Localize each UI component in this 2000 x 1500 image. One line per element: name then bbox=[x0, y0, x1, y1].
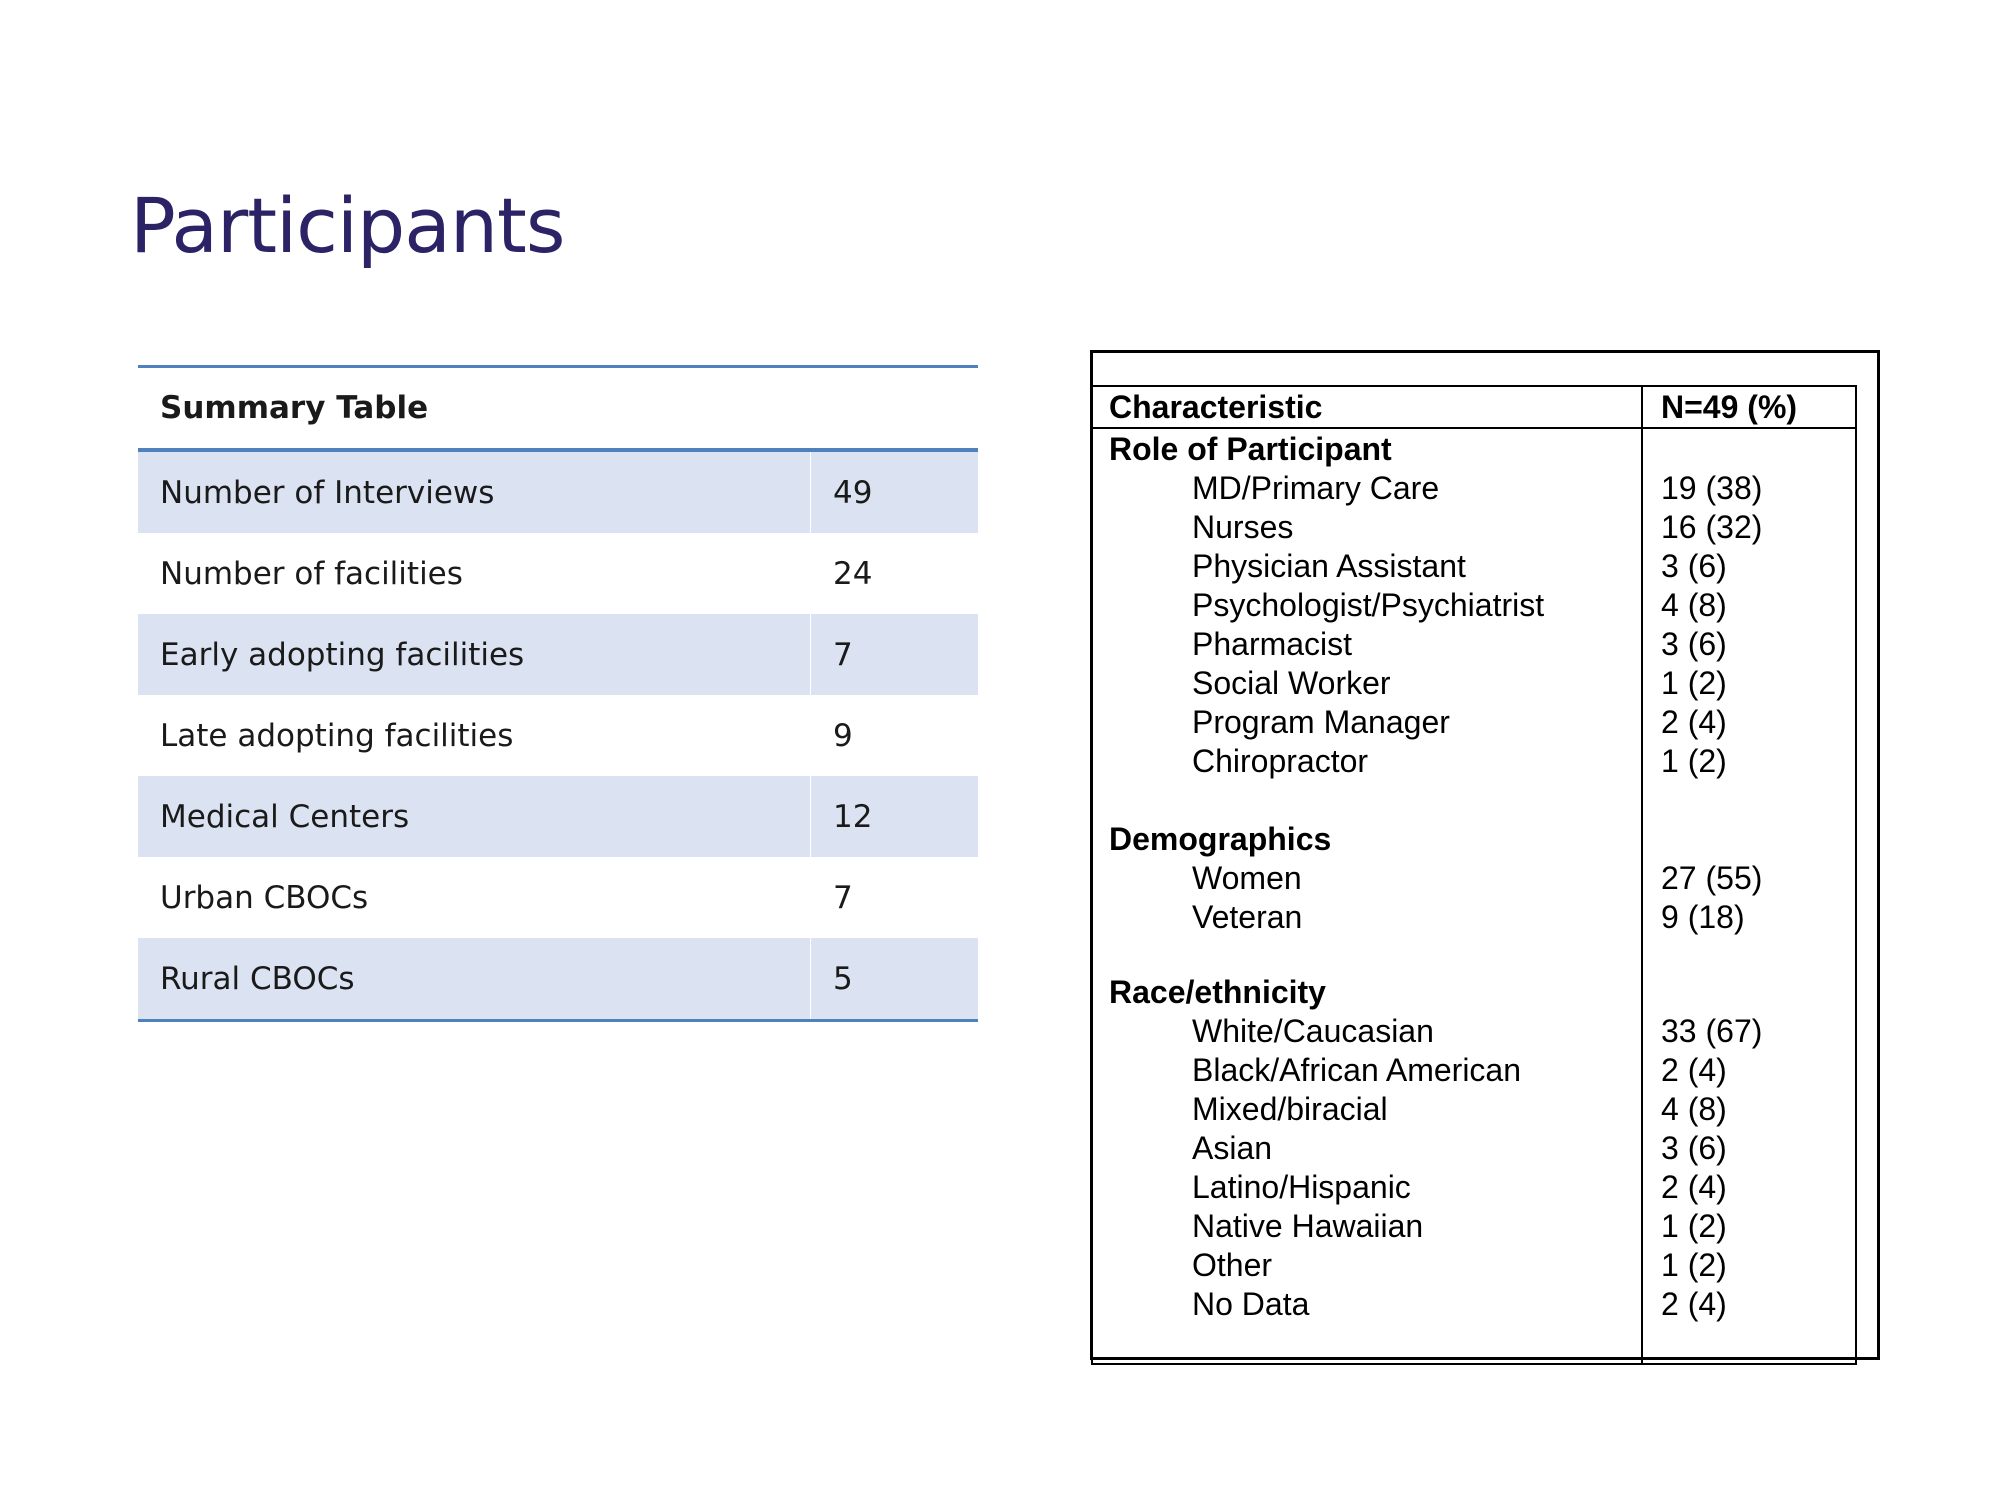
section-label: Demographics bbox=[1109, 821, 1332, 857]
row-value: 27 (55) bbox=[1661, 860, 1763, 896]
row-label: Women bbox=[1192, 860, 1302, 896]
row-value: 3 (6) bbox=[1661, 548, 1727, 584]
row-value: 19 (38) bbox=[1661, 470, 1763, 506]
table-row bbox=[1091, 625, 1857, 664]
table-row bbox=[1091, 469, 1857, 508]
row-label: Late adopting facilities bbox=[160, 717, 514, 754]
row-value: 2 (4) bbox=[1661, 1286, 1727, 1322]
table-row bbox=[1091, 1090, 1857, 1129]
row-value: 1 (2) bbox=[1661, 1208, 1727, 1244]
table-row bbox=[1091, 898, 1857, 937]
table-rule-header bbox=[1091, 427, 1857, 429]
row-value: 7 bbox=[811, 614, 979, 695]
column-header-n: N=49 (%) bbox=[1661, 389, 1798, 425]
row-value: 2 (4) bbox=[1661, 1052, 1727, 1088]
row-value: 5 bbox=[811, 938, 979, 1021]
row-label: Psychologist/Psychiatrist bbox=[1192, 587, 1545, 623]
row-label: Early adopting facilities bbox=[138, 614, 811, 695]
row-value: 2 (4) bbox=[1661, 704, 1727, 740]
row-label: Chiropractor bbox=[1192, 743, 1369, 779]
column-header-characteristic: Characteristic bbox=[1109, 389, 1323, 425]
row-value: 3 (6) bbox=[1661, 1130, 1727, 1166]
section-label: Role of Participant bbox=[1109, 431, 1392, 467]
row-label: Medical Centers bbox=[138, 776, 811, 857]
table-row bbox=[1091, 1168, 1857, 1207]
table-row bbox=[1091, 508, 1857, 547]
row-value: 3 (6) bbox=[1661, 626, 1727, 662]
row-label: Asian bbox=[1192, 1130, 1273, 1166]
row-value: 16 (32) bbox=[1661, 509, 1763, 545]
summary-table-header-row bbox=[138, 367, 978, 451]
table-header-row bbox=[1091, 388, 1857, 427]
section-heading-role bbox=[1091, 430, 1857, 469]
row-label: No Data bbox=[1192, 1286, 1310, 1322]
row-label: Nurses bbox=[1192, 509, 1294, 545]
row-label: Latino/Hispanic bbox=[1192, 1169, 1411, 1205]
section-heading-demographics bbox=[1091, 820, 1857, 859]
row-value: 24 bbox=[811, 533, 979, 614]
table-row bbox=[138, 857, 978, 938]
slide-title: Participants bbox=[130, 181, 565, 270]
table-row bbox=[1091, 1207, 1857, 1246]
table-row bbox=[1091, 1129, 1857, 1168]
row-label: Other bbox=[1192, 1247, 1273, 1283]
row-label: Mixed/biracial bbox=[1192, 1091, 1388, 1127]
row-label: Number of Interviews bbox=[138, 450, 811, 533]
row-label: Number of facilities bbox=[160, 555, 463, 592]
row-label: Social Worker bbox=[1192, 665, 1391, 701]
summary-table bbox=[138, 365, 978, 1022]
row-value: 9 bbox=[811, 695, 979, 776]
table-row bbox=[1091, 742, 1857, 781]
row-label: MD/Primary Care bbox=[1192, 470, 1440, 506]
table-row bbox=[1091, 703, 1857, 742]
summary-table-header: Summary Table bbox=[138, 367, 978, 451]
row-value: 12 bbox=[811, 776, 979, 857]
table-row bbox=[1091, 586, 1857, 625]
row-label: White/Caucasian bbox=[1192, 1013, 1434, 1049]
row-value: 1 (2) bbox=[1661, 743, 1727, 779]
row-value: 4 (8) bbox=[1661, 587, 1727, 623]
table-row bbox=[138, 614, 978, 695]
row-value: 9 (18) bbox=[1661, 899, 1745, 935]
table-row bbox=[138, 533, 978, 614]
table-row bbox=[138, 450, 978, 533]
table-row bbox=[138, 938, 978, 1021]
row-value: 1 (2) bbox=[1661, 1247, 1727, 1283]
row-label: Rural CBOCs bbox=[138, 938, 811, 1021]
row-label: Native Hawaiian bbox=[1192, 1208, 1424, 1244]
row-value: 2 (4) bbox=[1661, 1169, 1727, 1205]
table-row bbox=[1091, 664, 1857, 703]
table-row bbox=[1091, 1246, 1857, 1285]
row-value: 1 (2) bbox=[1661, 665, 1727, 701]
table-row bbox=[138, 695, 978, 776]
row-value: 4 (8) bbox=[1661, 1091, 1727, 1127]
table-row bbox=[1091, 1012, 1857, 1051]
row-label: Urban CBOCs bbox=[160, 879, 369, 916]
table-row bbox=[1091, 859, 1857, 898]
section-label: Race/ethnicity bbox=[1109, 974, 1326, 1010]
table-row bbox=[1091, 1285, 1857, 1324]
row-label: Black/African American bbox=[1192, 1052, 1522, 1088]
row-value: 7 bbox=[811, 857, 979, 938]
table-row bbox=[1091, 1051, 1857, 1090]
row-label: Veteran bbox=[1192, 899, 1303, 935]
row-label: Program Manager bbox=[1192, 704, 1450, 740]
section-heading-race bbox=[1091, 973, 1857, 1012]
row-value: 49 bbox=[811, 450, 979, 533]
table-rule-top bbox=[1091, 385, 1857, 387]
characteristics-table bbox=[1091, 385, 1857, 1365]
table-row bbox=[138, 776, 978, 857]
row-label: Pharmacist bbox=[1192, 626, 1353, 662]
table-row bbox=[1091, 547, 1857, 586]
table-rule-bottom bbox=[1091, 1363, 1857, 1365]
row-value: 33 (67) bbox=[1661, 1013, 1763, 1049]
row-label: Physician Assistant bbox=[1192, 548, 1466, 584]
